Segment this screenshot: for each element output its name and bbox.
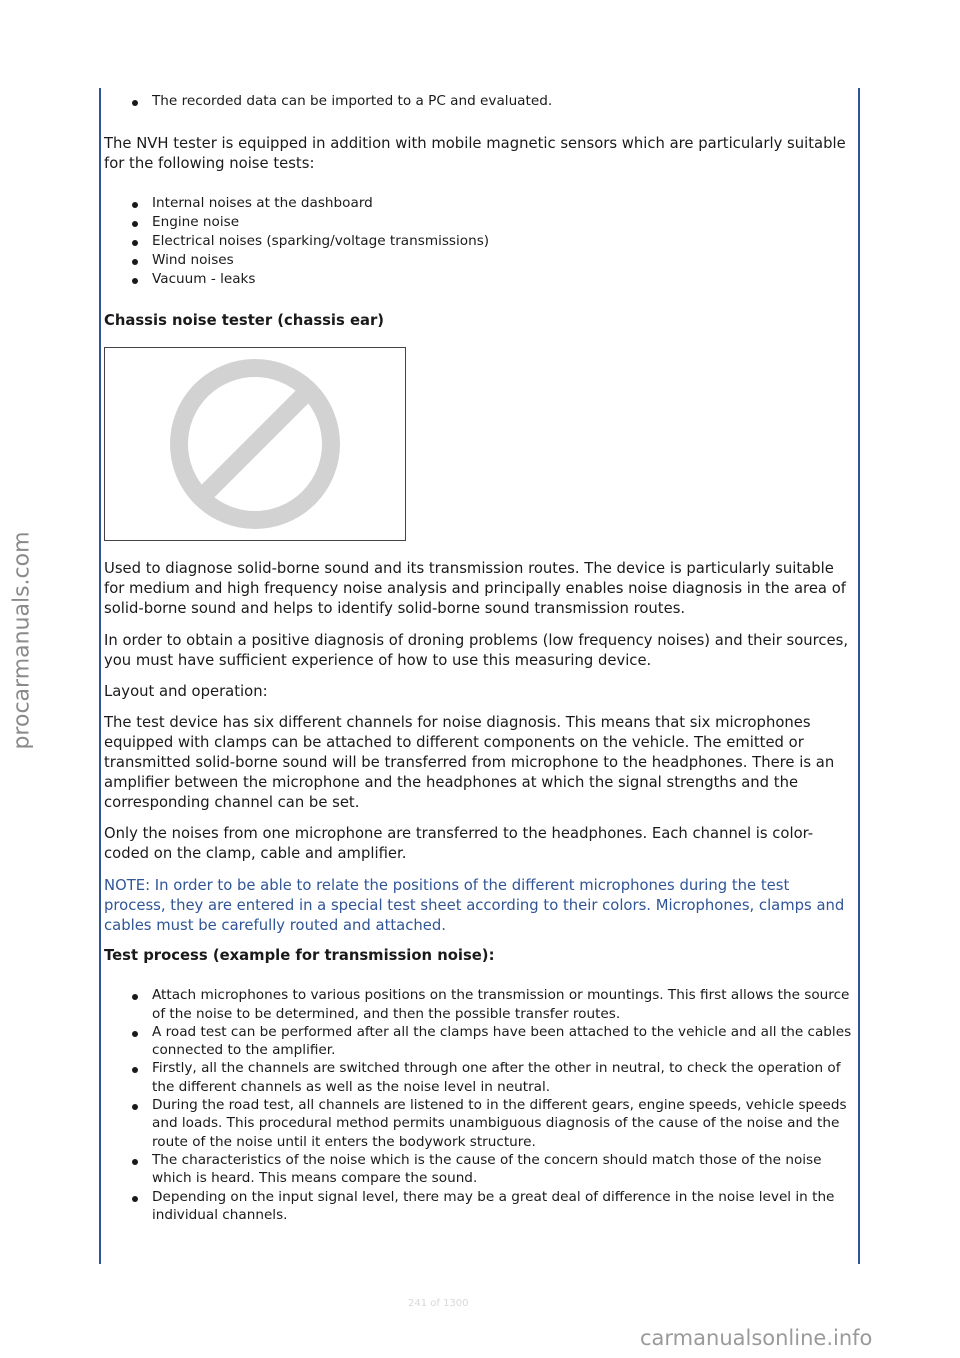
no-image-icon	[165, 354, 345, 534]
chassis-heading: Chassis noise tester (chassis ear)	[104, 312, 385, 330]
side-watermark	[2, 520, 42, 760]
test-steps-list	[104, 986, 854, 1224]
list-item: Vacuum - leaks	[104, 270, 854, 289]
list-item: A road test can be performed after all the clamps have been attached to the vehicle and all the cables connected to the amplifier.	[104, 1023, 854, 1060]
left-border-rule	[99, 88, 101, 1264]
top-bullet-list	[104, 92, 854, 110]
list-item: Firstly, all the channels are switched through one after the other in neutral, to check the operation of the different channels as well as the noise level in neutral.	[104, 1059, 854, 1096]
list-item: During the road test, all channels are listened to in the different gears, engine speeds, vehicle speeds and loads. This procedural method permits unambiguous diagnosis of the cause of the noise and the route of the noise until it enters the bodywork structure.	[104, 1096, 854, 1151]
page-number: 241 of 1300	[408, 1298, 469, 1309]
list-item: Engine noise	[104, 213, 854, 232]
paragraph-description: Used to diagnose solid-borne sound and its transmission routes. The device is particularly suitable for medium and high frequency noise analysis and principally enables noise diagnosis in the area of solid-borne sound and helps to identify solid-borne sound transmission routes.	[104, 560, 846, 618]
side-watermark-text: procarmanuals.com	[9, 530, 35, 750]
image-placeholder	[104, 347, 406, 541]
list-item: The recorded data can be imported to a PC and evaluated.	[104, 92, 854, 110]
noise-tests-list	[104, 194, 854, 289]
list-item: Internal noises at the dashboard	[104, 194, 854, 213]
right-border-rule	[858, 88, 860, 1264]
list-item: Attach microphones to various positions on the transmission or mountings. This first allows the source of the noise to be determined, and then the possible transfer routes.	[104, 986, 854, 1023]
test-process-heading: Test process (example for transmission noise):	[104, 947, 495, 965]
footer-watermark: carmanualsonline.info	[640, 1326, 873, 1350]
paragraph-color-coding: Only the noises from one microphone are transferred to the headphones. Each channel is color-coded on the clamp, cable and amplifier.	[104, 825, 814, 863]
document-content	[104, 88, 854, 1224]
list-item: The characteristics of the noise which is the cause of the concern should match those of the noise which is heard. This means compare the sound.	[104, 1151, 854, 1188]
intro-paragraph: The NVH tester is equipped in addition with mobile magnetic sensors which are particularly suitable for the following noise tests:	[104, 135, 846, 173]
list-item: Depending on the input signal level, there may be a great deal of difference in the noise level in the individual channels.	[104, 1188, 854, 1225]
paragraph-droning: In order to obtain a positive diagnosis of droning problems (low frequency noises) and their sources, you must have sufficient experience of how to use this measuring device.	[104, 632, 849, 670]
paragraph-channels: The test device has six different channels for noise diagnosis. This means that six microphones equipped with clamps can be attached to different components on the vehicle. The emitted or transmitted solid-borne sound will be transferred from microphone to the headphones. There is an amplifier between the microphone and the headphones at which the signal strengths and the corresponding channel can be set.	[104, 714, 835, 812]
list-item: Electrical noises (sparking/voltage transmissions)	[104, 232, 854, 251]
note-paragraph: NOTE: In order to be able to relate the positions of the different microphones during the test process, they are entered in a special test sheet according to their colors. Microphones, clamps and cables must be carefully routed and attached.	[104, 877, 845, 935]
paragraph-layout-label: Layout and operation:	[104, 683, 268, 701]
list-item: Wind noises	[104, 251, 854, 270]
